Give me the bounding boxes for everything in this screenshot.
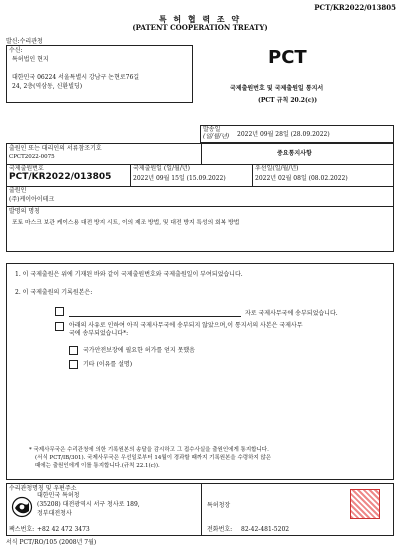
mailing-date-label: 발송일 <box>203 126 221 133</box>
footnote-line2: (서식 PCT/IB/301). 국제사무국은 우선일로부터 14월이 경과할 때까지 기록원본을 수령하지 않은 <box>35 455 272 461</box>
option-not-transmitted-line2: 국에 송부되었습니다*: <box>69 330 129 337</box>
fax-number: +82 42 472 3473 <box>37 526 90 533</box>
application-number-label: 국제출원번호 <box>9 165 44 172</box>
filing-date-label: 국제출원일 (일/월/년) <box>133 165 191 172</box>
application-table <box>6 143 394 252</box>
mailing-date-value: 2022년 09월 28일 (28.09.2022) <box>237 131 330 138</box>
important-notice-label: 중요통지사항 <box>277 150 312 157</box>
rule-reference: (PCT 규칙 20.2(c)) <box>258 97 318 104</box>
recipient-to-label: 수신: <box>9 47 23 54</box>
footnote-line3: 때에는 출원인에게 이를 통지합니다.(규칙 22.1(c)). <box>35 463 160 469</box>
option-transmitted-checkbox[interactable] <box>55 307 64 316</box>
phone-label: 전화번호: <box>207 526 233 533</box>
option-not-transmitted-checkbox[interactable] <box>55 322 64 331</box>
official-seal-stamp <box>350 489 380 519</box>
officer-label: 특허청장 <box>207 502 231 509</box>
invention-title: 포토 마스크 보관 케이스용 대전 방지 시트, 이의 제조 방법, 및 대전 방지 특성의 회복 방법 <box>12 220 240 226</box>
filing-date: 2022년 09월 15일 (15.09.2022) <box>133 175 226 182</box>
fax-label: 팩스번호: <box>9 526 35 533</box>
treaty-title-en: (PATENT COOPERATION TREATY) <box>132 23 268 32</box>
mailing-date-box <box>200 125 394 143</box>
phone-number: 82-42-481-5202 <box>241 526 290 533</box>
priority-date-label: 우선일(일/월/년) <box>255 165 299 172</box>
option-security-checkbox[interactable] <box>69 346 78 355</box>
option-other-checkbox[interactable] <box>69 360 78 369</box>
kipo-logo-icon <box>11 496 33 518</box>
reference-label: 출원인 또는 대리인의 서류참조기호 <box>9 145 102 152</box>
option-transmitted-text: 자로 국제사무국에 송부되었습니다. <box>245 310 338 317</box>
item-1-text: 1. 이 국제출원은 위에 기재된 바와 같이 국제출원번호와 국제출원일이 부여되었습니다. <box>15 271 243 278</box>
recipient-name: 특허법인 현지 <box>12 56 49 63</box>
footnote-line1: * 국제사무국은 수리관청에 의한 기록원본의 송달을 감시하고 그 접수사실을 출원인에게 통지합니다. <box>29 447 269 453</box>
option-security-text: 국가안전보장에 필요한 허가를 얻지 못했음 <box>83 347 195 354</box>
office-address-line2: 정부대전청사 <box>37 510 72 517</box>
applicant-label: 출원인 <box>9 187 27 194</box>
transmitted-date-line <box>69 316 241 317</box>
treaty-title-ko: 특 허 협 력 조 약 <box>158 14 242 24</box>
pct-title: PCT <box>268 47 307 68</box>
option-other-text: 기타 (이유를 설명) <box>83 361 133 368</box>
sender-label: 발신:수리관청 <box>6 38 43 45</box>
form-number: 서식 PCT/RO/105 (2008년 7월) <box>6 539 97 546</box>
receiving-office-box <box>6 483 394 536</box>
mailing-date-sublabel: (일/월/년) <box>203 133 230 140</box>
applicant-name: (주)케이아이테크 <box>9 196 55 203</box>
office-address-line1: (35208) 대전광역시 서구 청사로 189, <box>37 501 140 508</box>
recipient-box <box>6 45 193 103</box>
recipient-address-line1: 대한민국 06224 서울특별시 강남구 논현로76길 <box>12 74 140 81</box>
application-number: PCT/KR2022/013805 <box>9 172 112 182</box>
office-label: 수리관청명칭 및 우편주소 <box>9 485 77 492</box>
recipient-address-line2: 24, 2층(역삼동, 신환빌딩) <box>12 83 83 90</box>
item-2-text: 2. 이 국제출원의 기록원본은: <box>15 289 93 296</box>
notice-body <box>6 263 394 480</box>
priority-date: 2022년 02월 08일 (08.02.2022) <box>255 175 348 182</box>
option-not-transmitted-line1: 아래의 사유로 인하여 아직 국제사무국에 송부되지 않았으며,이 통지서의 사본은 국제사무 <box>69 322 303 329</box>
invention-title-label: 발명의 명칭 <box>9 208 40 215</box>
reference-value: CPCT2022-0075 <box>9 154 55 160</box>
notice-title: 국제출원번호 및 국제출원일 통지서 <box>230 85 324 92</box>
doc-number-header: PCT/KR2022/013805 <box>314 3 396 12</box>
office-name: 대한민국 특허청 <box>37 492 80 499</box>
